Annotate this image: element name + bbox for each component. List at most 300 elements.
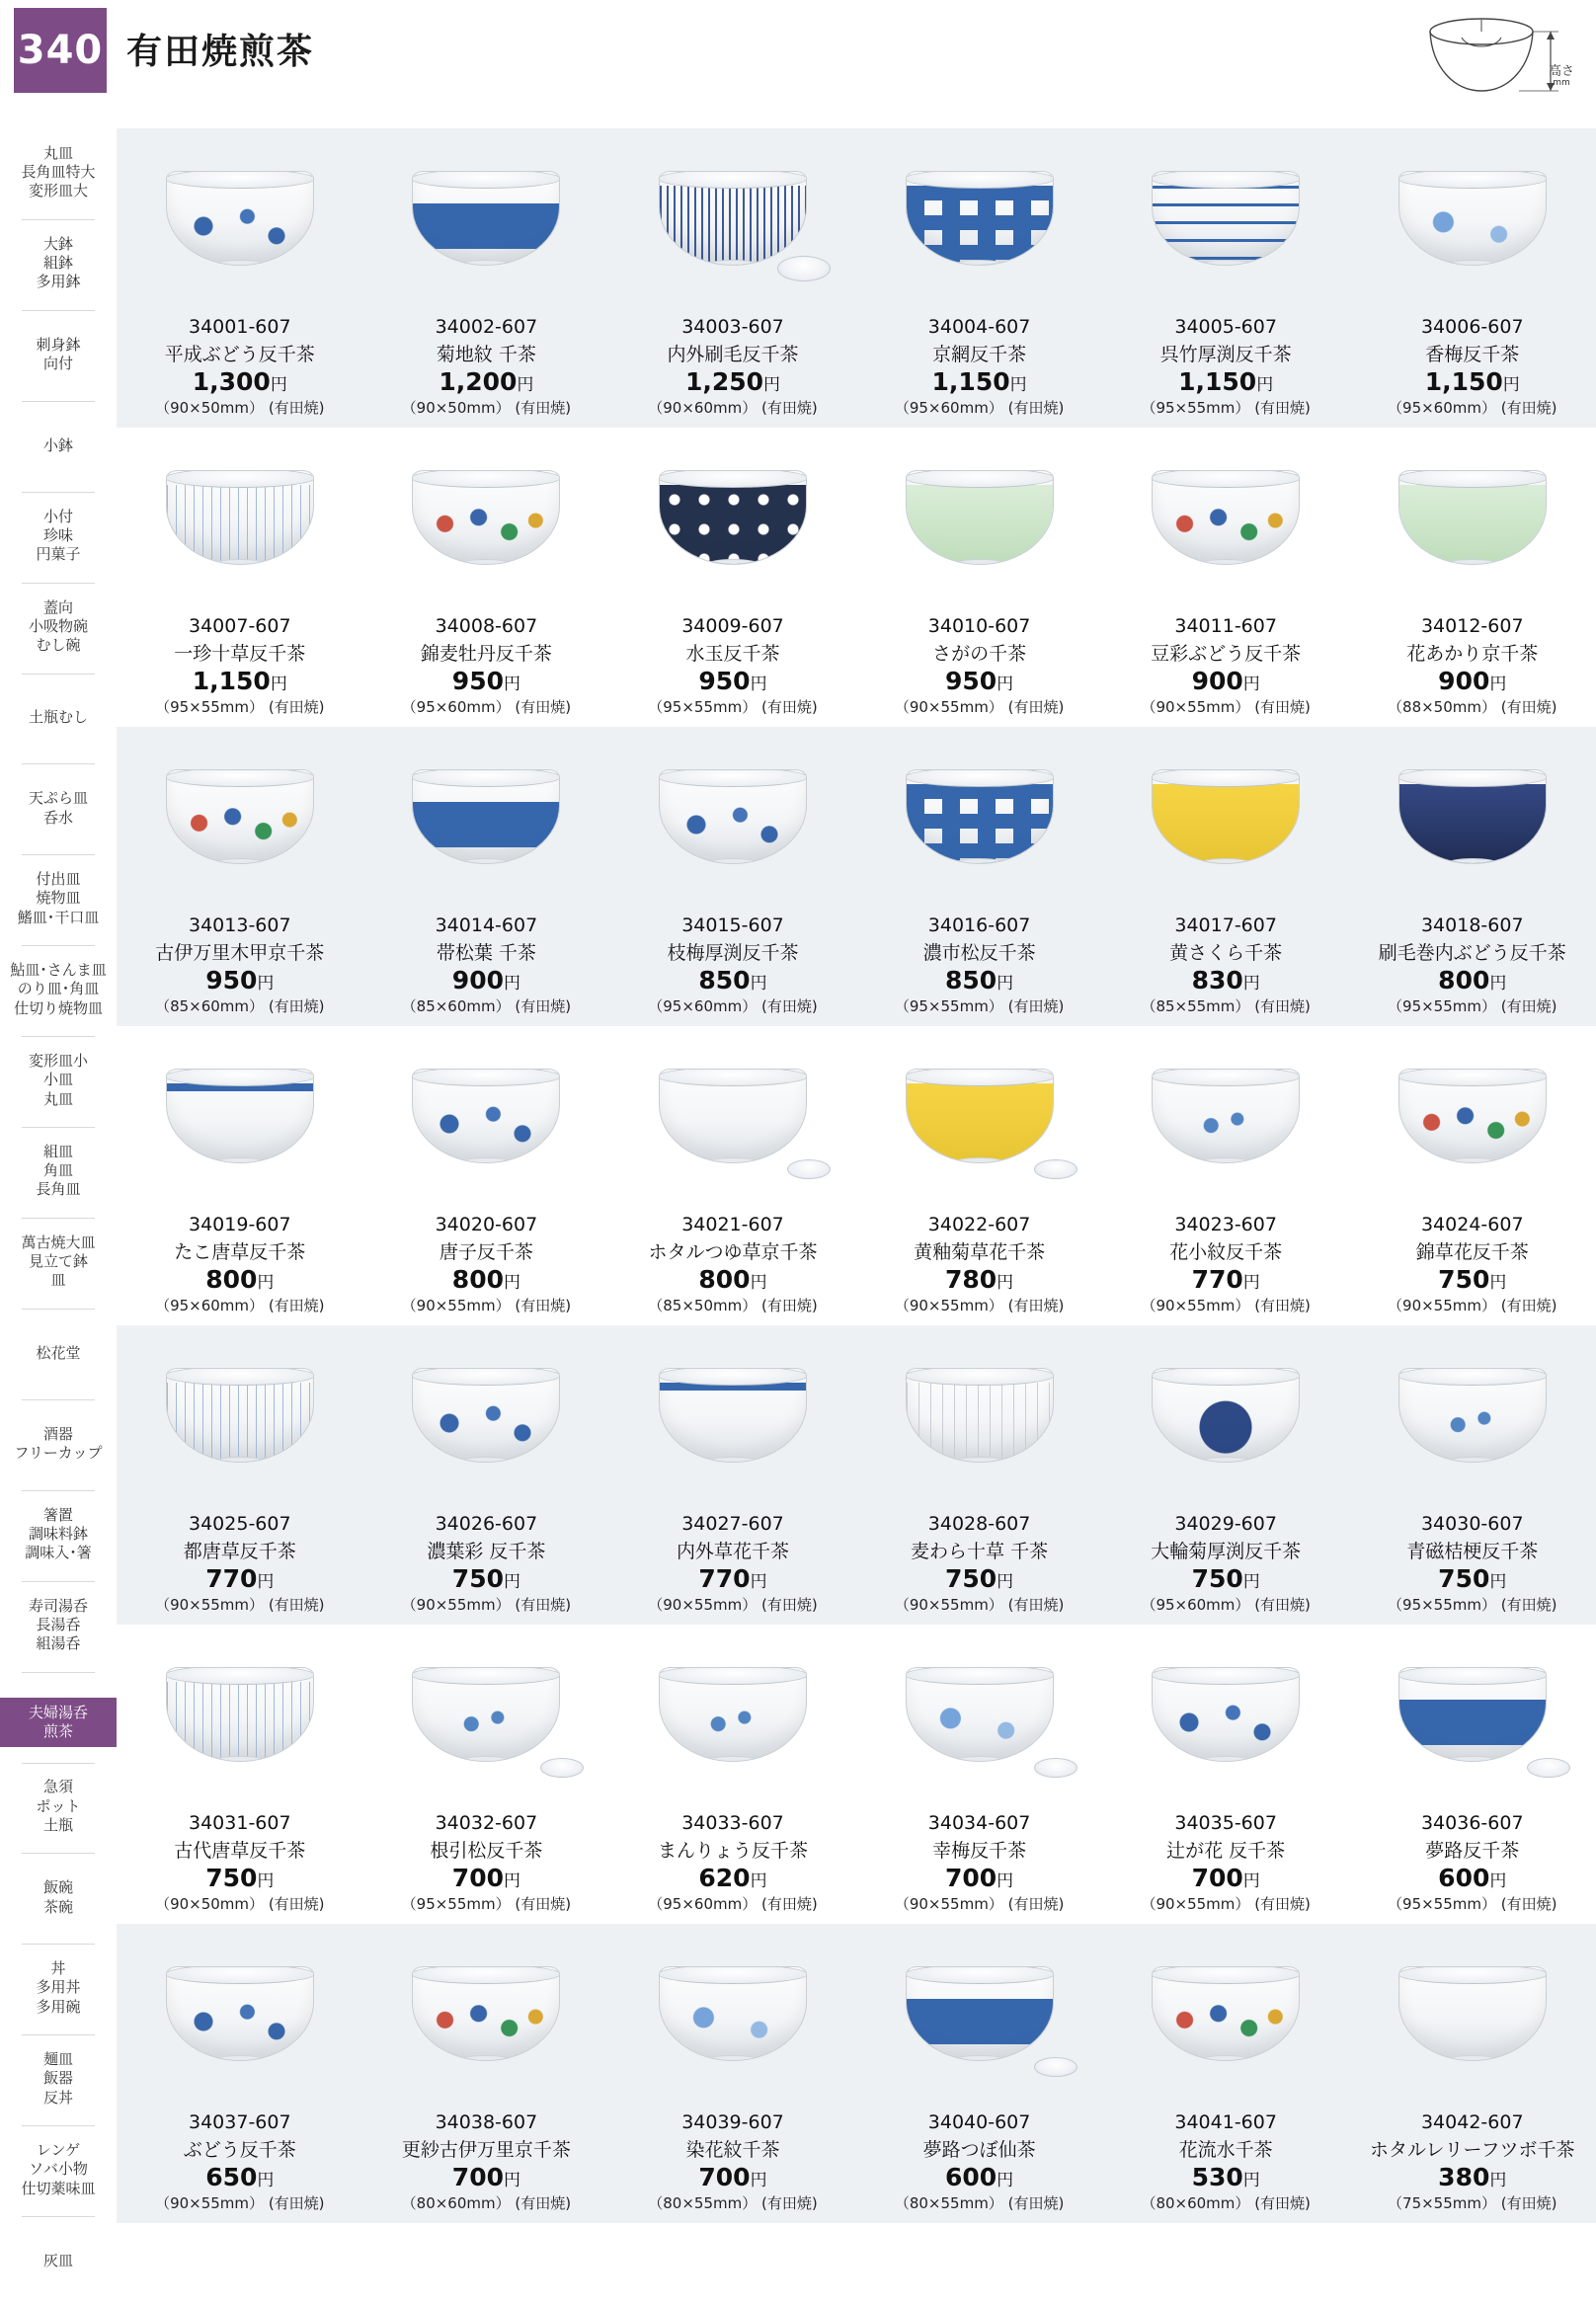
product-price-unit: 円 [763, 375, 781, 395]
sidebar-item-17[interactable] [0, 1698, 117, 1747]
product-cell[interactable] [856, 1325, 1103, 1625]
sidebar-item-label: 仕切薬味皿 [21, 2179, 96, 2197]
product-name: 黄釉菊草花千茶 [914, 1241, 1046, 1263]
product-spec [609, 397, 856, 418]
product-price-unit: 円 [1242, 675, 1260, 694]
teacup-lid [777, 256, 831, 281]
product-price [609, 667, 856, 695]
product-price-value: 950 [205, 966, 258, 994]
product-cell[interactable] [1349, 428, 1596, 727]
product-price-unit: 円 [1009, 375, 1027, 395]
product-name: 大輪菊厚渕反千茶 [1151, 1541, 1302, 1562]
product-cell[interactable] [609, 1026, 856, 1325]
teacup-body [1398, 1368, 1547, 1463]
teacup-body [1398, 171, 1547, 266]
product-cell[interactable] [856, 727, 1103, 1026]
product-size: （90×55mm） [1141, 698, 1250, 716]
product-code: 34024-607 [1420, 1214, 1524, 1235]
product-spec [363, 696, 610, 717]
sidebar-item-label: 松花堂 [36, 1343, 81, 1362]
product-price-value: 700 [451, 2163, 504, 2191]
product-cell[interactable] [1349, 1924, 1596, 2223]
product-caption [1349, 1513, 1596, 1615]
product-cell[interactable] [609, 1924, 856, 2223]
product-caption [1349, 1214, 1596, 1315]
product-price-unit: 円 [257, 1871, 275, 1891]
product-cell[interactable] [363, 727, 610, 1026]
product-caption [117, 915, 363, 1016]
product-spec [856, 696, 1103, 717]
product-origin: (有田焼) [761, 997, 818, 1015]
product-photo [363, 1333, 610, 1506]
product-photo [856, 136, 1103, 309]
teacup-foot [954, 559, 1005, 565]
sidebar-item-8[interactable] [0, 870, 117, 927]
product-spec [609, 1893, 856, 1914]
product-spec [856, 1594, 1103, 1615]
product-size: （85×50mm） [648, 1297, 758, 1314]
sidebar-divider [22, 1672, 95, 1673]
product-origin: (有田焼) [515, 1297, 572, 1314]
product-caption [1102, 2111, 1349, 2213]
product-caption [609, 915, 856, 1016]
product-spec [1102, 1594, 1349, 1615]
product-cell[interactable] [609, 1625, 856, 1924]
product-caption [1349, 316, 1596, 418]
product-photo [1102, 1333, 1349, 1506]
product-price-value: 1,150 [1424, 367, 1503, 396]
teacup-illustration [382, 1346, 590, 1494]
product-cell[interactable] [117, 1026, 363, 1325]
product-price [1349, 966, 1596, 994]
product-code: 34027-607 [681, 1513, 784, 1535]
product-cell[interactable] [1102, 428, 1349, 727]
product-name: 黄さくら千茶 [1169, 942, 1283, 964]
sidebar-item-21[interactable] [0, 2050, 117, 2108]
sidebar-item-22[interactable] [0, 2141, 117, 2198]
product-photo [1349, 735, 1596, 908]
product-cell[interactable] [117, 1924, 363, 2223]
teacup-illustration [876, 1945, 1083, 2093]
teacup-illustration [1122, 1346, 1329, 1494]
product-origin: (有田焼) [1007, 997, 1065, 1015]
sidebar-item-15[interactable] [0, 1506, 117, 1563]
product-caption [609, 316, 856, 418]
product-photo [363, 1034, 610, 1207]
product-photo [1102, 136, 1349, 309]
sidebar-item-10[interactable] [0, 1052, 117, 1109]
product-price-unit: 円 [503, 2171, 520, 2190]
product-origin: (有田焼) [1254, 997, 1311, 1015]
sidebar-divider [22, 1036, 95, 1037]
product-caption [117, 1812, 363, 1914]
category-sidebar[interactable] [0, 128, 117, 2307]
product-photo [856, 1034, 1103, 1207]
teacup-illustration [136, 1945, 344, 2093]
product-cell[interactable] [1102, 1026, 1349, 1325]
teacup-body [412, 1966, 560, 2061]
product-price-unit: 円 [1489, 1871, 1507, 1891]
teacup-foot [954, 2055, 1005, 2061]
product-price-unit: 円 [257, 1273, 275, 1293]
product-code: 34010-607 [927, 615, 1031, 637]
sidebar-item-3[interactable] [0, 437, 117, 455]
product-price-unit: 円 [997, 974, 1014, 994]
product-caption [856, 1513, 1103, 1615]
product-photo [117, 136, 363, 309]
product-price [117, 367, 363, 396]
product-code: 34038-607 [435, 2111, 538, 2133]
sidebar-item-label: 丸皿 [42, 1089, 73, 1108]
product-name: 古代唐草反千茶 [174, 1840, 306, 1862]
teacup-illustration [1122, 149, 1329, 297]
teacup-pattern [413, 1981, 559, 2061]
product-cell[interactable] [856, 128, 1103, 428]
product-code: 34034-607 [927, 1812, 1031, 1834]
sidebar-item-label: 多用丼 [36, 1978, 81, 1997]
product-cell[interactable] [117, 1325, 363, 1625]
sidebar-item-16[interactable] [0, 1597, 117, 1654]
product-photo [363, 136, 610, 309]
product-size: （95×60mm） [1388, 399, 1496, 417]
product-price-value: 850 [944, 966, 998, 994]
product-price [1102, 667, 1349, 695]
page-number: 340 [14, 8, 107, 93]
product-price-value: 750 [1191, 1564, 1243, 1593]
product-code: 34008-607 [435, 615, 538, 637]
teacup-illustration [1369, 1645, 1576, 1793]
sidebar-item-label: 長角皿 [36, 1180, 81, 1199]
sidebar-item-label: 多用鉢 [36, 273, 81, 291]
product-price-unit: 円 [270, 675, 287, 694]
sidebar-item-label: 皿 [50, 1271, 66, 1290]
product-origin: (有田焼) [1254, 1297, 1311, 1314]
product-price-unit: 円 [1242, 2171, 1260, 2190]
product-code: 34039-607 [681, 2111, 784, 2133]
teacup-body [906, 1368, 1054, 1463]
sidebar-divider [22, 763, 95, 764]
product-price-value: 1,200 [439, 367, 518, 396]
teacup-pattern [167, 1981, 313, 2061]
product-price [609, 1564, 856, 1593]
product-cell[interactable] [117, 428, 363, 727]
product-code: 34035-607 [1174, 1812, 1277, 1834]
sidebar-item-18[interactable] [0, 1778, 117, 1835]
product-photo [1102, 1932, 1349, 2105]
product-price [856, 667, 1103, 695]
sidebar-item-label: 夫婦湯呑 [28, 1703, 88, 1721]
product-price-value: 770 [698, 1564, 751, 1593]
product-caption [1102, 1513, 1349, 1615]
sidebar-divider [22, 1309, 95, 1310]
product-price [1349, 667, 1596, 695]
product-price-unit: 円 [1489, 974, 1507, 994]
product-photo [1349, 1034, 1596, 1207]
product-cell[interactable] [856, 1625, 1103, 1924]
sidebar-item-14[interactable] [0, 1425, 117, 1463]
product-code: 34014-607 [435, 915, 538, 936]
sidebar-item-label: 角皿 [42, 1161, 73, 1180]
product-cell[interactable] [117, 1625, 363, 1924]
teacup-foot [1447, 1756, 1498, 1762]
product-price-value: 950 [944, 667, 998, 695]
product-photo [117, 436, 363, 608]
product-price-unit: 円 [750, 974, 767, 994]
teacup-body [1398, 1966, 1547, 2061]
product-spec [117, 2192, 363, 2213]
teacup-pattern [660, 1981, 806, 2061]
teacup-illustration [1369, 1346, 1576, 1494]
product-price-unit: 円 [1242, 1273, 1260, 1293]
product-photo [1349, 1932, 1596, 2105]
product-spec [117, 1893, 363, 1914]
product-cell[interactable] [1349, 128, 1596, 428]
product-cell[interactable] [363, 1924, 610, 2223]
teacup-foot [1447, 1157, 1498, 1163]
product-name: 花小紋反千茶 [1169, 1241, 1283, 1263]
product-cell[interactable] [1102, 1325, 1349, 1625]
sidebar-item-label: 小付 [42, 507, 73, 525]
teacup-pattern [660, 485, 806, 565]
teacup-foot [1200, 559, 1251, 565]
teacup-body [1152, 1966, 1300, 2061]
sidebar-item-9[interactable] [0, 961, 117, 1018]
sidebar-item-label: 麺皿 [42, 2050, 73, 2069]
product-code: 34004-607 [927, 316, 1031, 338]
product-code: 34019-607 [189, 1214, 291, 1235]
product-origin: (有田焼) [268, 399, 325, 417]
sidebar-divider [22, 1218, 95, 1219]
sidebar-item-11[interactable] [0, 1143, 117, 1200]
sidebar-item-label: 組湯呑 [36, 1634, 81, 1652]
product-price-value: 800 [205, 1265, 258, 1294]
product-spec [609, 696, 856, 717]
product-cell[interactable] [609, 128, 856, 428]
teacup-illustration [1122, 1945, 1329, 2093]
teacup-body [1152, 1069, 1300, 1163]
teacup-body [412, 470, 560, 565]
sidebar-item-label: 土瓶むし [28, 708, 88, 727]
product-origin: (有田焼) [268, 1596, 325, 1614]
teacup-illustration [629, 1346, 837, 1494]
sidebar-item-label: 小鉢 [42, 436, 73, 454]
teacup-lid [540, 1758, 584, 1778]
product-size: （90×50mm） [401, 399, 511, 417]
product-spec [1349, 397, 1596, 418]
product-spec [1102, 397, 1349, 418]
teacup-pattern [413, 1083, 559, 1163]
teacup-illustration [876, 1346, 1083, 1494]
product-cell[interactable] [609, 1325, 856, 1625]
sidebar-item-0[interactable] [0, 144, 117, 201]
teacup-foot [1447, 260, 1498, 266]
product-origin: (有田焼) [268, 997, 325, 1015]
product-cell[interactable] [856, 1026, 1103, 1325]
teacup-body [1398, 1667, 1547, 1762]
page-header [0, 0, 1596, 128]
teacup-body [166, 1667, 314, 1762]
sidebar-item-12[interactable] [0, 1233, 117, 1291]
teacup-lid [1527, 1758, 1570, 1778]
teacup-body [166, 1368, 314, 1463]
product-cell[interactable] [1349, 1625, 1596, 1924]
product-price [117, 667, 363, 695]
sidebar-item-label: 寿司湯呑 [28, 1596, 88, 1615]
product-spec [363, 1893, 610, 1914]
teacup-pattern [1399, 784, 1546, 864]
product-spec [117, 1594, 363, 1615]
product-origin: (有田焼) [1500, 997, 1557, 1015]
product-price-value: 780 [944, 1265, 998, 1294]
product-price [117, 1564, 363, 1593]
sidebar-item-1[interactable] [0, 235, 117, 292]
product-origin: (有田焼) [515, 1895, 572, 1913]
product-cell[interactable] [363, 128, 610, 428]
teacup-foot [460, 1157, 512, 1163]
product-origin: (有田焼) [761, 1895, 818, 1913]
product-size: （90×55mm） [155, 2194, 265, 2212]
product-cell[interactable] [1102, 1924, 1349, 2223]
product-size: （95×55mm） [155, 698, 265, 716]
product-cell[interactable] [363, 428, 610, 727]
product-caption [363, 316, 610, 418]
product-name: 夢路反千茶 [1425, 1840, 1520, 1862]
product-size: （90×55mm） [648, 1596, 758, 1614]
teacup-body [906, 171, 1054, 266]
teacup-body [1152, 1368, 1300, 1463]
product-price-unit: 円 [997, 1273, 1014, 1293]
teacup-body [659, 1667, 807, 1762]
product-cell[interactable] [609, 428, 856, 727]
product-price-value: 800 [1438, 966, 1490, 994]
product-price-unit: 円 [1242, 974, 1260, 994]
product-origin: (有田焼) [761, 399, 818, 417]
teacup-foot [460, 2055, 512, 2061]
product-name: 呉竹厚渕反千茶 [1159, 344, 1292, 365]
product-price [363, 367, 610, 396]
product-cell[interactable] [856, 1924, 1103, 2223]
product-cell[interactable] [609, 727, 856, 1026]
sidebar-item-2[interactable] [0, 336, 117, 373]
teacup-body [166, 1966, 314, 2061]
product-caption [117, 316, 363, 418]
product-cell[interactable] [1349, 1026, 1596, 1325]
product-name: 錦草花反千茶 [1415, 1241, 1529, 1263]
sidebar-item-20[interactable] [0, 1959, 117, 2017]
teacup-illustration [382, 1047, 590, 1195]
product-cell[interactable] [363, 1026, 610, 1325]
sidebar-item-13[interactable] [0, 1344, 117, 1363]
sidebar-item-label: 蓋向 [42, 597, 73, 616]
product-spec [363, 995, 610, 1016]
sidebar-item-label: 鰭皿･干口皿 [17, 908, 100, 926]
product-spec [117, 696, 363, 717]
product-cell[interactable] [1102, 1625, 1349, 1924]
sidebar-item-23[interactable] [0, 2252, 117, 2270]
product-origin: (有田焼) [1007, 1895, 1065, 1913]
teacup-illustration [1369, 1945, 1576, 2093]
product-code: 34022-607 [927, 1214, 1031, 1235]
product-size: （90×55mm） [894, 1895, 1003, 1913]
product-photo [117, 1034, 363, 1207]
teacup-lid [787, 1159, 831, 1179]
product-name: 香梅反千茶 [1425, 344, 1520, 365]
product-size: （95×60mm） [894, 399, 1003, 417]
product-price [363, 1564, 610, 1593]
product-spec [609, 1594, 856, 1615]
product-spec [363, 397, 610, 418]
product-price [609, 1864, 856, 1892]
teacup-illustration [629, 1047, 837, 1195]
product-origin: (有田焼) [1254, 2194, 1311, 2212]
teacup-body [412, 1368, 560, 1463]
product-name: 古伊万里木甲京千茶 [155, 942, 325, 964]
product-photo [1349, 136, 1596, 309]
product-code: 34041-607 [1174, 2111, 1277, 2133]
product-cell[interactable] [1102, 727, 1349, 1026]
product-caption [1349, 2111, 1596, 2213]
product-name: 麦わら十草 千茶 [911, 1541, 1049, 1562]
product-spec [1349, 1893, 1596, 1914]
teacup-pattern [1153, 1981, 1299, 2061]
product-size: （95×60mm） [648, 997, 758, 1015]
product-spec [609, 2192, 856, 2213]
product-cell[interactable] [117, 128, 363, 428]
teacup-pattern [907, 1981, 1053, 2061]
product-size: （80×55mm） [648, 2194, 758, 2212]
product-name: 枝梅厚渕反千茶 [667, 942, 799, 964]
teacup-foot [1447, 2055, 1498, 2061]
product-caption [609, 2111, 856, 2213]
sidebar-item-19[interactable] [0, 1878, 117, 1916]
product-caption [1102, 615, 1349, 717]
teacup-foot [214, 559, 266, 565]
teacup-body [659, 1966, 807, 2061]
sidebar-item-7[interactable] [0, 789, 117, 827]
product-price-value: 750 [944, 1564, 998, 1593]
product-cell[interactable] [1349, 727, 1596, 1026]
product-caption [609, 1214, 856, 1315]
product-name: 内外草花千茶 [676, 1541, 789, 1562]
sidebar-item-label: 丸皿 [42, 143, 73, 162]
product-price-unit: 円 [1242, 1871, 1260, 1891]
sidebar-divider [22, 1490, 95, 1491]
teacup-body [1152, 171, 1300, 266]
product-cell[interactable] [363, 1625, 610, 1924]
product-cell[interactable] [117, 727, 363, 1026]
sidebar-divider [22, 854, 95, 855]
product-cell[interactable] [856, 428, 1103, 727]
sidebar-item-4[interactable] [0, 508, 117, 565]
product-spec [856, 397, 1103, 418]
product-photo [609, 1034, 856, 1207]
teacup-foot [460, 260, 512, 266]
sidebar-item-5[interactable] [0, 598, 117, 656]
product-cell[interactable] [363, 1325, 610, 1625]
product-photo [1349, 1333, 1596, 1506]
product-cell[interactable] [1349, 1325, 1596, 1625]
product-cell[interactable] [1102, 128, 1349, 428]
product-origin: (有田焼) [761, 698, 818, 716]
product-price [1349, 2163, 1596, 2191]
sidebar-item-6[interactable] [0, 708, 117, 727]
product-name: 帯松葉 千茶 [436, 942, 536, 964]
sidebar-item-label: 小吸物碗 [28, 616, 88, 635]
height-legend [1410, 6, 1578, 103]
product-name: 刷毛巻内ぶどう反千茶 [1378, 942, 1566, 964]
product-price [856, 1265, 1103, 1294]
product-price-unit: 円 [503, 1871, 520, 1891]
